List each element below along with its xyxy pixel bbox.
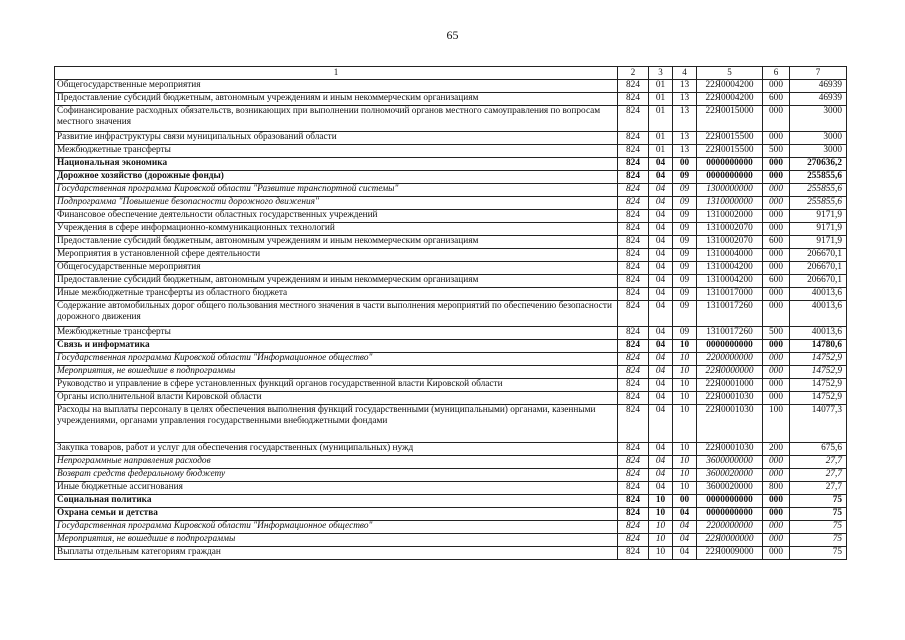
table-row xyxy=(55,171,847,184)
row-section-cell: 10 xyxy=(649,495,673,508)
row-type-cell: 000 xyxy=(763,534,790,547)
row-subsection-cell: 04 xyxy=(673,534,697,547)
row-amount-cell: 40013,6 xyxy=(790,301,847,327)
table-row xyxy=(55,547,847,560)
row-type-cell: 000 xyxy=(763,158,790,171)
row-name-cell: Закупка товаров, работ и услуг для обеспечения государственных (муниципальных) нужд xyxy=(55,443,618,456)
row-amount-cell: 46939 xyxy=(790,93,847,106)
table-row xyxy=(55,495,847,508)
row-subsection-cell: 13 xyxy=(673,106,697,132)
row-subsection-cell: 13 xyxy=(673,145,697,158)
row-type-cell: 000 xyxy=(763,495,790,508)
row-name-cell: Развитие инфраструктуры связи муниципальных образований области xyxy=(55,132,618,145)
row-section-cell: 04 xyxy=(649,197,673,210)
row-name-cell: Финансовое обеспечение деятельности областных государственных учреждений xyxy=(55,210,618,223)
row-amount-cell: 3000 xyxy=(790,145,847,158)
row-type-cell: 000 xyxy=(763,262,790,275)
row-type-cell: 000 xyxy=(763,366,790,379)
row-name-cell: Связь и информатика xyxy=(55,340,618,353)
row-subsection-cell: 09 xyxy=(673,223,697,236)
row-type-cell: 800 xyxy=(763,482,790,495)
row-amount-cell: 27,7 xyxy=(790,482,847,495)
row-target-cell: 22Я0015000 xyxy=(697,106,763,132)
row-name-cell: Общегосударственные мероприятия xyxy=(55,262,618,275)
row-amount-cell: 9171,9 xyxy=(790,210,847,223)
table-row xyxy=(55,327,847,340)
row-type-cell: 000 xyxy=(763,353,790,366)
row-target-cell: 1300000000 xyxy=(697,184,763,197)
row-amount-cell: 27,7 xyxy=(790,469,847,482)
table-row xyxy=(55,534,847,547)
table-row xyxy=(55,366,847,379)
row-code-cell: 824 xyxy=(618,301,649,327)
row-code-cell: 824 xyxy=(618,456,649,469)
row-type-cell: 000 xyxy=(763,340,790,353)
row-section-cell: 04 xyxy=(649,249,673,262)
table-row xyxy=(55,262,847,275)
row-subsection-cell: 09 xyxy=(673,327,697,340)
row-section-cell: 04 xyxy=(649,184,673,197)
table-row xyxy=(55,469,847,482)
row-name-cell: Государственная программа Кировской области "Развитие транспортной системы" xyxy=(55,184,618,197)
row-subsection-cell: 04 xyxy=(673,521,697,534)
row-name-cell: Государственная программа Кировской области "Информационное общество" xyxy=(55,521,618,534)
row-name-cell: Межбюджетные трансферты xyxy=(55,327,618,340)
row-code-cell: 824 xyxy=(618,262,649,275)
table-row xyxy=(55,340,847,353)
row-subsection-cell: 09 xyxy=(673,210,697,223)
table-row xyxy=(55,379,847,392)
row-target-cell: 22Я0001000 xyxy=(697,379,763,392)
row-subsection-cell: 09 xyxy=(673,184,697,197)
row-amount-cell: 255855,6 xyxy=(790,197,847,210)
row-type-cell: 000 xyxy=(763,106,790,132)
row-target-cell: 0000000000 xyxy=(697,158,763,171)
row-code-cell: 824 xyxy=(618,132,649,145)
row-type-cell: 500 xyxy=(763,145,790,158)
row-amount-cell: 46939 xyxy=(790,80,847,93)
row-subsection-cell: 13 xyxy=(673,132,697,145)
row-amount-cell: 14780,6 xyxy=(790,340,847,353)
row-amount-cell: 206670,1 xyxy=(790,262,847,275)
row-subsection-cell: 09 xyxy=(673,288,697,301)
row-subsection-cell: 10 xyxy=(673,366,697,379)
row-name-cell: Национальная экономика xyxy=(55,158,618,171)
row-code-cell: 824 xyxy=(618,171,649,184)
row-code-cell: 824 xyxy=(618,495,649,508)
table-row xyxy=(55,508,847,521)
row-section-cell: 10 xyxy=(649,534,673,547)
row-section-cell: 04 xyxy=(649,327,673,340)
row-section-cell: 10 xyxy=(649,508,673,521)
row-subsection-cell: 04 xyxy=(673,508,697,521)
row-name-cell: Общегосударственные мероприятия xyxy=(55,80,618,93)
row-subsection-cell: 04 xyxy=(673,547,697,560)
row-amount-cell: 255855,6 xyxy=(790,184,847,197)
table-row xyxy=(55,132,847,145)
row-name-cell: Иные межбюджетные трансферты из областного бюджета xyxy=(55,288,618,301)
row-target-cell: 1310000000 xyxy=(697,197,763,210)
table-row xyxy=(55,275,847,288)
row-name-cell: Органы исполнительной власти Кировской области xyxy=(55,392,618,405)
row-type-cell: 600 xyxy=(763,275,790,288)
row-section-cell: 01 xyxy=(649,80,673,93)
row-code-cell: 824 xyxy=(618,80,649,93)
row-code-cell: 824 xyxy=(618,210,649,223)
row-code-cell: 824 xyxy=(618,327,649,340)
row-code-cell: 824 xyxy=(618,366,649,379)
row-code-cell: 824 xyxy=(618,288,649,301)
row-section-cell: 04 xyxy=(649,223,673,236)
row-target-cell: 1310002070 xyxy=(697,223,763,236)
row-target-cell: 3600020000 xyxy=(697,482,763,495)
row-section-cell: 04 xyxy=(649,275,673,288)
row-subsection-cell: 00 xyxy=(673,158,697,171)
row-type-cell: 000 xyxy=(763,288,790,301)
row-subsection-cell: 10 xyxy=(673,340,697,353)
row-target-cell: 22Я0001030 xyxy=(697,405,763,443)
row-name-cell: Охрана семьи и детства xyxy=(55,508,618,521)
row-name-cell: Подпрограмма "Повышение безопасности дорожного движения" xyxy=(55,197,618,210)
table-row xyxy=(55,210,847,223)
table-row xyxy=(55,197,847,210)
row-section-cell: 04 xyxy=(649,366,673,379)
row-target-cell: 22Я0015500 xyxy=(697,132,763,145)
row-subsection-cell: 13 xyxy=(673,93,697,106)
row-type-cell: 000 xyxy=(763,197,790,210)
row-section-cell: 04 xyxy=(649,210,673,223)
row-name-cell: Дорожное хозяйство (дорожные фонды) xyxy=(55,171,618,184)
row-target-cell: 2200000000 xyxy=(697,353,763,366)
header-cell: 7 xyxy=(790,67,847,80)
row-subsection-cell: 09 xyxy=(673,301,697,327)
row-amount-cell: 14752,9 xyxy=(790,392,847,405)
row-section-cell: 04 xyxy=(649,236,673,249)
row-name-cell: Руководство и управление в сфере установленных функций органов государственной власти Кировской области xyxy=(55,379,618,392)
table-row xyxy=(55,353,847,366)
row-target-cell: 1310004000 xyxy=(697,249,763,262)
row-code-cell: 824 xyxy=(618,223,649,236)
row-code-cell: 824 xyxy=(618,534,649,547)
row-target-cell: 1310002000 xyxy=(697,210,763,223)
row-code-cell: 824 xyxy=(618,392,649,405)
row-subsection-cell: 10 xyxy=(673,456,697,469)
row-type-cell: 000 xyxy=(763,469,790,482)
row-amount-cell: 75 xyxy=(790,508,847,521)
row-section-cell: 10 xyxy=(649,547,673,560)
row-target-cell: 1310017260 xyxy=(697,327,763,340)
row-amount-cell: 75 xyxy=(790,521,847,534)
table-row xyxy=(55,93,847,106)
row-type-cell: 000 xyxy=(763,301,790,327)
row-target-cell: 22Я0004200 xyxy=(697,93,763,106)
row-name-cell: Учреждения в сфере информационно-коммуникационных технологий xyxy=(55,223,618,236)
row-amount-cell: 255855,6 xyxy=(790,171,847,184)
row-subsection-cell: 09 xyxy=(673,262,697,275)
header-cell: 5 xyxy=(697,67,763,80)
row-target-cell: 1310002070 xyxy=(697,236,763,249)
row-amount-cell: 27,7 xyxy=(790,456,847,469)
row-code-cell: 824 xyxy=(618,405,649,443)
row-section-cell: 01 xyxy=(649,106,673,132)
row-subsection-cell: 09 xyxy=(673,197,697,210)
row-target-cell: 22Я0009000 xyxy=(697,547,763,560)
header-cell: 2 xyxy=(618,67,649,80)
row-type-cell: 000 xyxy=(763,521,790,534)
row-type-cell: 000 xyxy=(763,171,790,184)
row-target-cell: 22Я0001030 xyxy=(697,443,763,456)
table-row xyxy=(55,301,847,327)
row-name-cell: Мероприятия в установленной сфере деятельности xyxy=(55,249,618,262)
table-row xyxy=(55,482,847,495)
row-section-cell: 04 xyxy=(649,262,673,275)
row-name-cell: Предоставление субсидий бюджетным, автономным учреждениям и иным некоммерческим организациям xyxy=(55,236,618,249)
row-section-cell: 04 xyxy=(649,379,673,392)
row-section-cell: 01 xyxy=(649,132,673,145)
table-row xyxy=(55,405,847,443)
row-code-cell: 824 xyxy=(618,547,649,560)
row-type-cell: 000 xyxy=(763,547,790,560)
row-code-cell: 824 xyxy=(618,521,649,534)
row-subsection-cell: 00 xyxy=(673,495,697,508)
row-amount-cell: 3000 xyxy=(790,106,847,132)
row-target-cell: 0000000000 xyxy=(697,340,763,353)
row-name-cell: Возврат средств федеральному бюджету xyxy=(55,469,618,482)
row-subsection-cell: 10 xyxy=(673,392,697,405)
table-row xyxy=(55,145,847,158)
row-section-cell: 04 xyxy=(649,353,673,366)
row-code-cell: 824 xyxy=(618,353,649,366)
row-code-cell: 824 xyxy=(618,158,649,171)
row-amount-cell: 40013,6 xyxy=(790,288,847,301)
row-type-cell: 000 xyxy=(763,456,790,469)
row-amount-cell: 206670,1 xyxy=(790,275,847,288)
row-subsection-cell: 09 xyxy=(673,275,697,288)
row-code-cell: 824 xyxy=(618,443,649,456)
row-code-cell: 824 xyxy=(618,275,649,288)
row-name-cell: Выплаты отдельным категориям граждан xyxy=(55,547,618,560)
row-target-cell: 0000000000 xyxy=(697,508,763,521)
header-cell: 3 xyxy=(649,67,673,80)
row-subsection-cell: 10 xyxy=(673,353,697,366)
row-section-cell: 10 xyxy=(649,521,673,534)
row-name-cell: Мероприятия, не вошедшие в подпрограммы xyxy=(55,366,618,379)
row-target-cell: 1310004200 xyxy=(697,262,763,275)
row-section-cell: 04 xyxy=(649,288,673,301)
row-type-cell: 000 xyxy=(763,210,790,223)
row-subsection-cell: 13 xyxy=(673,80,697,93)
table-row xyxy=(55,106,847,132)
table-row xyxy=(55,249,847,262)
row-amount-cell: 9171,9 xyxy=(790,223,847,236)
row-section-cell: 04 xyxy=(649,158,673,171)
row-amount-cell: 206670,1 xyxy=(790,249,847,262)
row-target-cell: 1310017260 xyxy=(697,301,763,327)
table-row xyxy=(55,288,847,301)
table-row xyxy=(55,521,847,534)
table-row xyxy=(55,236,847,249)
page-number: 65 xyxy=(446,28,459,42)
header-cell: 6 xyxy=(763,67,790,80)
row-section-cell: 04 xyxy=(649,405,673,443)
row-subsection-cell: 10 xyxy=(673,379,697,392)
row-name-cell: Государственная программа Кировской области "Информационное общество" xyxy=(55,353,618,366)
row-type-cell: 600 xyxy=(763,93,790,106)
row-target-cell: 22Я0000000 xyxy=(697,534,763,547)
row-target-cell: 22Я0004200 xyxy=(697,80,763,93)
row-amount-cell: 3000 xyxy=(790,132,847,145)
row-target-cell: 3600020000 xyxy=(697,469,763,482)
row-amount-cell: 75 xyxy=(790,495,847,508)
row-type-cell: 000 xyxy=(763,184,790,197)
row-section-cell: 04 xyxy=(649,482,673,495)
table-row xyxy=(55,158,847,171)
row-name-cell: Софинансирование расходных обязательств, возникающих при выполнении полномочий органов местного самоуправления по вопросам местного значения xyxy=(55,106,618,132)
row-target-cell: 0000000000 xyxy=(697,495,763,508)
row-name-cell: Мероприятия, не вошедшие в подпрограммы xyxy=(55,534,618,547)
row-code-cell: 824 xyxy=(618,249,649,262)
row-name-cell: Содержание автомобильных дорог общего пользования местного значения в части выполнения мероприятий по обеспечению безопасности дорожного движения xyxy=(55,301,618,327)
row-subsection-cell: 09 xyxy=(673,236,697,249)
row-name-cell: Социальная политика xyxy=(55,495,618,508)
row-type-cell: 000 xyxy=(763,223,790,236)
table-row xyxy=(55,443,847,456)
row-section-cell: 04 xyxy=(649,469,673,482)
row-target-cell: 0000000000 xyxy=(697,171,763,184)
row-code-cell: 824 xyxy=(618,469,649,482)
row-amount-cell: 14752,9 xyxy=(790,379,847,392)
table-header-row xyxy=(55,67,847,80)
row-section-cell: 04 xyxy=(649,392,673,405)
row-section-cell: 04 xyxy=(649,301,673,327)
row-amount-cell: 75 xyxy=(790,534,847,547)
row-type-cell: 600 xyxy=(763,236,790,249)
row-type-cell: 000 xyxy=(763,132,790,145)
row-name-cell: Предоставление субсидий бюджетным, автономным учреждениям и иным некоммерческим организациям xyxy=(55,93,618,106)
row-name-cell: Иные бюджетные ассигнования xyxy=(55,482,618,495)
row-target-cell: 1310017000 xyxy=(697,288,763,301)
row-amount-cell: 270636,2 xyxy=(790,158,847,171)
row-target-cell: 22Я0001030 xyxy=(697,392,763,405)
table-row xyxy=(55,456,847,469)
row-section-cell: 04 xyxy=(649,456,673,469)
row-target-cell: 22Я0000000 xyxy=(697,366,763,379)
row-type-cell: 000 xyxy=(763,249,790,262)
row-target-cell: 3600000000 xyxy=(697,456,763,469)
row-name-cell: Межбюджетные трансферты xyxy=(55,145,618,158)
table-row xyxy=(55,392,847,405)
row-name-cell: Предоставление субсидий бюджетным, автономным учреждениям и иным некоммерческим организациям xyxy=(55,275,618,288)
table-row xyxy=(55,223,847,236)
row-amount-cell: 675,6 xyxy=(790,443,847,456)
row-section-cell: 01 xyxy=(649,145,673,158)
row-amount-cell: 14077,3 xyxy=(790,405,847,443)
row-subsection-cell: 10 xyxy=(673,482,697,495)
row-section-cell: 04 xyxy=(649,340,673,353)
header-cell: 1 xyxy=(55,67,618,80)
row-type-cell: 000 xyxy=(763,379,790,392)
row-subsection-cell: 10 xyxy=(673,405,697,443)
row-code-cell: 824 xyxy=(618,197,649,210)
row-type-cell: 000 xyxy=(763,392,790,405)
row-code-cell: 824 xyxy=(618,106,649,132)
row-amount-cell: 14752,9 xyxy=(790,366,847,379)
row-type-cell: 000 xyxy=(763,80,790,93)
row-target-cell: 2200000000 xyxy=(697,521,763,534)
row-code-cell: 824 xyxy=(618,379,649,392)
row-section-cell: 01 xyxy=(649,93,673,106)
row-amount-cell: 40013,6 xyxy=(790,327,847,340)
row-section-cell: 04 xyxy=(649,443,673,456)
header-cell: 4 xyxy=(673,67,697,80)
row-amount-cell: 9171,9 xyxy=(790,236,847,249)
row-type-cell: 000 xyxy=(763,508,790,521)
row-code-cell: 824 xyxy=(618,184,649,197)
row-subsection-cell: 09 xyxy=(673,249,697,262)
row-section-cell: 04 xyxy=(649,171,673,184)
row-code-cell: 824 xyxy=(618,482,649,495)
row-type-cell: 200 xyxy=(763,443,790,456)
row-amount-cell: 75 xyxy=(790,547,847,560)
row-name-cell: Расходы на выплаты персоналу в целях обеспечения выполнения функций государственными (муниципальными) органами, казенными учреждениями, органами управления государственными внебюджетными фондами xyxy=(55,405,618,443)
row-subsection-cell: 09 xyxy=(673,171,697,184)
row-code-cell: 824 xyxy=(618,236,649,249)
row-amount-cell: 14752,9 xyxy=(790,353,847,366)
row-code-cell: 824 xyxy=(618,340,649,353)
row-target-cell: 1310004200 xyxy=(697,275,763,288)
table-row xyxy=(55,184,847,197)
row-name-cell: Непрограммные направления расходов xyxy=(55,456,618,469)
row-code-cell: 824 xyxy=(618,508,649,521)
row-subsection-cell: 10 xyxy=(673,469,697,482)
row-code-cell: 824 xyxy=(618,145,649,158)
row-target-cell: 22Я0015500 xyxy=(697,145,763,158)
row-type-cell: 100 xyxy=(763,405,790,443)
row-subsection-cell: 10 xyxy=(673,443,697,456)
row-type-cell: 500 xyxy=(763,327,790,340)
budget-table xyxy=(54,66,847,560)
table-row xyxy=(55,80,847,93)
row-code-cell: 824 xyxy=(618,93,649,106)
